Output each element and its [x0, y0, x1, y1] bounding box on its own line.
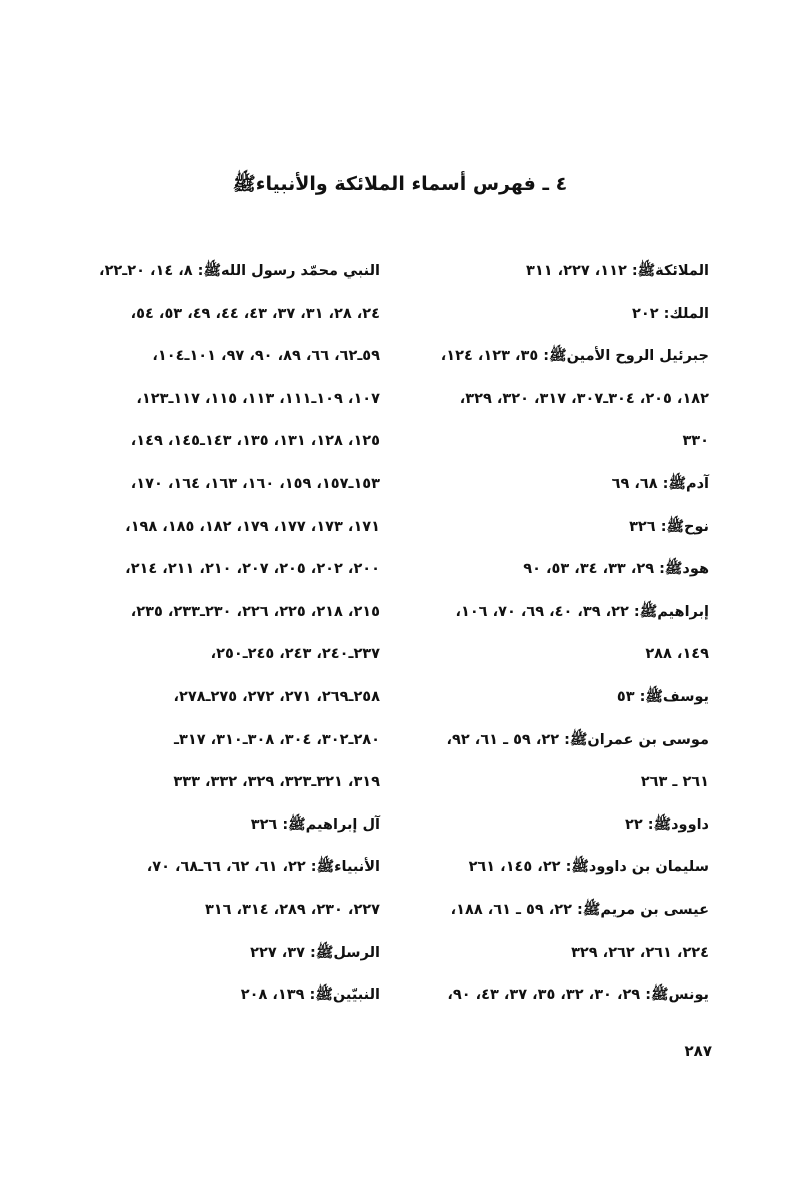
index-entry: موسى بن عمرانﷺ: ٢٢، ٥٩ ـ ٦١، ٩٢،	[446, 731, 709, 748]
index-entry: ٢٨٠ـ٣٠٢، ٣٠٤، ٣٠٨ـ٣١٠، ٣١٧ـ	[174, 731, 380, 748]
index-entry: نوحﷺ: ٣٢٦	[629, 518, 709, 535]
page-title: ٤ ـ فهرس أسماء الملائكة والأنبياءﷺ	[232, 173, 568, 195]
index-column-right	[409, 250, 709, 1017]
index-entry: هودﷺ: ٢٩، ٣٣، ٣٤، ٥٣، ٩٠	[523, 561, 709, 578]
index-entry: ٣١٩، ٣٢١ـ٣٢٣، ٣٢٩، ٣٣٢، ٣٣٣	[173, 774, 380, 791]
index-column-left	[84, 250, 380, 1017]
index-entry: ٢١٥، ٢١٨، ٢٢٥، ٢٢٦، ٢٣٠ـ٢٣٣، ٢٣٥،	[130, 603, 380, 620]
index-entry: إبراهيمﷺ: ٢٢، ٣٩، ٤٠، ٦٩، ٧٠، ١٠٦،	[455, 603, 709, 620]
index-entry: الأنبياءﷺ: ٢٢، ٦١، ٦٢، ٦٦ـ٦٨، ٧٠،	[146, 859, 380, 876]
index-entry: ٢٠٠، ٢٠٢، ٢٠٥، ٢٠٧، ٢١٠، ٢١١، ٢١٤،	[125, 561, 380, 578]
index-entry: يونسﷺ: ٢٩، ٣٠، ٣٢، ٣٥، ٣٧، ٤٣، ٩٠،	[447, 987, 709, 1004]
index-entry: ٥٩ـ٦٢، ٦٦، ٨٩، ٩٠، ٩٧، ١٠١ـ١٠٤،	[152, 348, 380, 365]
index-entry: ٢٢٤، ٢٦١، ٢٦٢، ٣٢٩	[571, 944, 709, 961]
index-entry: ٢٥٨ـ٢٦٩، ٢٧١، ٢٧٢، ٢٧٥ـ٢٧٨،	[173, 688, 380, 705]
index-entry: آدمﷺ: ٦٨، ٦٩	[611, 475, 709, 492]
index-entry: الملائكةﷺ: ١١٢، ٢٢٧، ٣١١	[526, 263, 709, 279]
index-entry: ٣٣٠	[682, 433, 709, 450]
index-entry: النبي محمّد رسول اللهﷺ: ٨، ١٤، ٢٠ـ٢٢،	[99, 263, 380, 279]
index-entry: ١٠٧، ١٠٩ـ١١١، ١١٣، ١١٥، ١١٧ـ١٢٣،	[136, 390, 380, 407]
index-entry: جبرئيل الروح الأمينﷺ: ٣٥، ١٢٣، ١٢٤،	[440, 348, 709, 365]
index-entry: ١٤٩، ٢٨٨	[645, 646, 709, 663]
index-entry: الرسلﷺ: ٣٧، ٢٢٧	[250, 944, 380, 961]
page-number: ٢٨٧	[684, 1042, 712, 1060]
index-entry: ٢٤، ٢٨، ٣١، ٣٧، ٤٣، ٤٤، ٤٩، ٥٣، ٥٤،	[130, 305, 380, 322]
index-entry: النبيّينﷺ: ١٣٩، ٢٠٨	[240, 987, 380, 1004]
index-entry: الملك: ٢٠٢	[632, 305, 709, 322]
index-entry: آل إبراهيمﷺ: ٣٢٦	[250, 816, 380, 833]
index-entry: يوسفﷺ: ٥٣	[616, 688, 709, 705]
index-entry: ١٥٣ـ١٥٧، ١٥٩، ١٦٠، ١٦٣، ١٦٤، ١٧٠،	[130, 475, 380, 492]
index-entry: ١٢٥، ١٢٨، ١٣١، ١٣٥، ١٤٣ـ١٤٥، ١٤٩،	[130, 433, 380, 450]
index-entry: عيسى بن مريمﷺ: ٢٢، ٥٩ ـ ٦١، ١٨٨،	[450, 901, 709, 918]
index-entry: ٢٣٧ـ٢٤٠، ٢٤٣، ٢٤٥ـ٢٥٠،	[210, 646, 380, 663]
index-entry: ١٨٢، ٢٠٥، ٣٠٤ـ٣٠٧، ٣١٧، ٣٢٠، ٣٢٩،	[459, 390, 709, 407]
index-entry: ٢٦١ ـ ٢٦٣	[640, 774, 709, 791]
index-entry: داوودﷺ: ٢٢	[625, 816, 709, 833]
index-entry: ١٧١، ١٧٣، ١٧٧، ١٧٩، ١٨٢، ١٨٥، ١٩٨،	[125, 518, 380, 535]
index-entry: ٢٢٧، ٢٣٠، ٢٨٩، ٣١٤، ٣١٦	[204, 901, 380, 918]
index-entry: سليمان بن داوودﷺ: ٢٢، ١٤٥، ٢٦١	[468, 859, 709, 876]
